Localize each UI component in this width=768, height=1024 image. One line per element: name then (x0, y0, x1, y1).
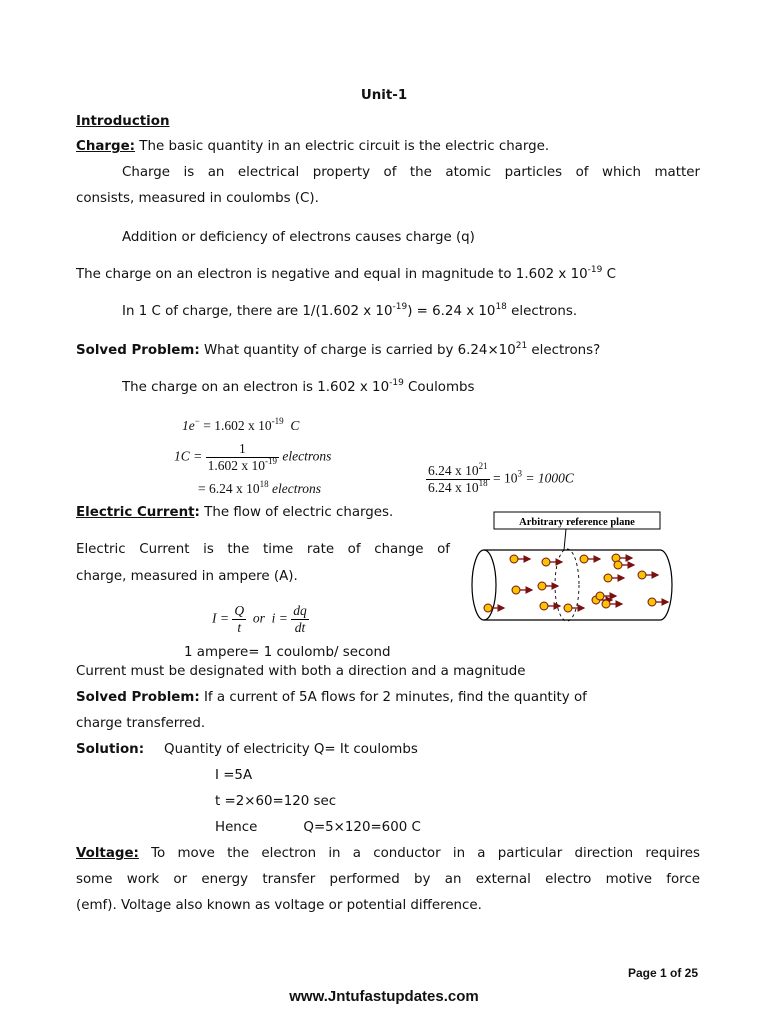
conductor-end-right (660, 550, 672, 620)
voltage-line2: some work or energy transfer performed by an external electro motive force (76, 872, 700, 887)
equation-electron-charge: 1e− = 1.602 x $10^{-19}$ C (182, 416, 300, 433)
electron-dot (510, 555, 518, 563)
problem1-electron-charge: The charge on an electron is 1.602 x $10^{-19}$ Coulombs (122, 378, 475, 395)
electron-dot (648, 598, 656, 606)
problem2-label: Solved Problem: (76, 690, 200, 705)
electron-dot (542, 558, 550, 566)
page-title: Unit-1 (360, 88, 408, 103)
problem2-statement-line2: charge transferred. (76, 716, 206, 731)
current-def-line2: charge, measured in ampere (A). (76, 569, 298, 584)
page-number: Page 1 of 25 (627, 966, 698, 980)
electron-dot (538, 582, 546, 590)
electron-dot (638, 571, 646, 579)
electron-dot (484, 604, 492, 612)
equation-charge-result: $\frac{6.24 x 10^{21}}{6.24 x 10^{18}}$ = $10^3 = 1000C$ (428, 461, 574, 495)
electron-dot (540, 602, 548, 610)
reference-plane-label: Arbitrary reference plane (519, 517, 635, 528)
ampere-definition: 1 ampere= 1 coulomb/ second (184, 645, 391, 660)
equation-electron-count: = 6.24 x $10^{18}$ electrons (198, 479, 321, 496)
conductor-diagram (466, 510, 680, 630)
current-def-line1: Electric Current is the time rate of change of (76, 542, 450, 557)
electron-dot (580, 555, 588, 563)
voltage-line3: (emf). Voltage also known as voltage or potential difference. (76, 898, 482, 913)
electron-dot (604, 574, 612, 582)
current-formula: I = $\frac{Q}{t}$ or i = $\frac{dq}{dt}$ (212, 603, 307, 635)
electron-dot (596, 592, 604, 600)
current-direction-note: Current must be designated with both a direction and a magnitude (76, 664, 526, 679)
charge-para-line2: consists, measured in coulombs (C). (76, 191, 319, 206)
given-time: t =2×60=120 sec (215, 794, 337, 809)
given-current: I =5A (215, 768, 253, 783)
electron-dot (512, 586, 520, 594)
electron-dot (564, 604, 572, 612)
charge-cause: Addition or deficiency of electrons causes charge (q) (122, 230, 475, 245)
problem2-statement-line1: Solved Problem: If a current of 5A flows for 2 minutes, find the quantity of (76, 690, 587, 705)
charge-definition: Charge: The basic quantity in an electric circuit is the electric charge. (76, 139, 550, 154)
electron-dot (602, 600, 610, 608)
current-label: Electric Current (76, 505, 195, 520)
current-definition: Electric Current: The flow of electric charges. (76, 505, 394, 520)
voltage-label: Voltage: (76, 846, 139, 861)
hence-line: Hence Q=5×120=600 C (215, 820, 421, 835)
solution-label: Solution: (76, 742, 145, 757)
electrons-per-coulomb: In 1 C of charge, there are 1/(1.602 x $10^{-19}) = 6.24$ x $10^{18}$ electrons. (122, 302, 578, 319)
electron-dot (614, 561, 622, 569)
problem1-label: Solved Problem: (76, 343, 200, 358)
equation-coulomb-electrons: 1C = $\frac{1}{1.602 x 10^{-19}}$ electrons (174, 441, 332, 473)
solution-line: Solution: Quantity of electricity Q= It coulombs (76, 742, 418, 757)
voltage-line1: Voltage: To move the electron in a conductor in a particular direction requires (76, 846, 700, 861)
charge-para-line1: Charge is an electrical property of the atomic particles of which matter (122, 165, 700, 180)
problem1-statement: Solved Problem: What quantity of charge is carried by $6.24\times 10^{21}$ electrons? (76, 341, 601, 358)
website-footer: www.Jntufastupdates.com (289, 988, 479, 1005)
electron-group (484, 554, 668, 612)
electron-charge-statement: The charge on an electron is negative and equal in magnitude to 1.602 x $10^{-19}$ C (76, 265, 616, 282)
intro-heading: Introduction (76, 114, 170, 129)
charge-label: Charge: (76, 139, 136, 154)
